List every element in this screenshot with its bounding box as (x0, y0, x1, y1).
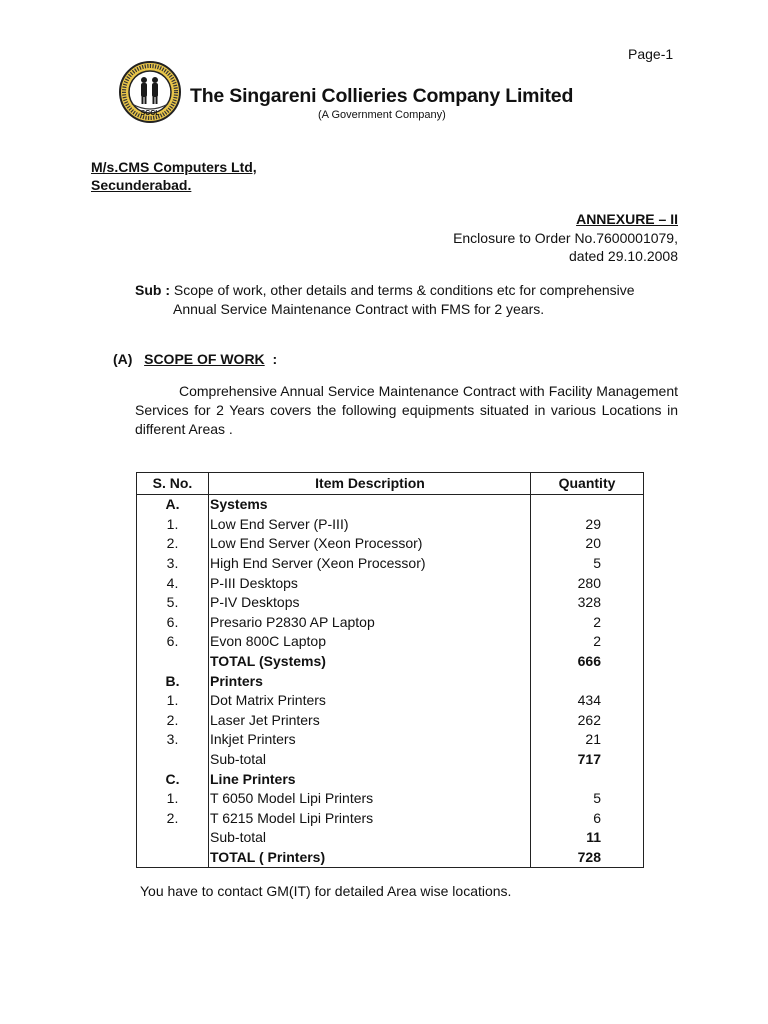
row-sno (137, 750, 209, 770)
table-header-row (137, 473, 644, 495)
company-subtitle: (A Government Company) (318, 109, 446, 121)
subject-line-2: Annual Service Maintenance Contract with FMS for 2 years. (173, 301, 545, 317)
table-row (137, 711, 644, 731)
table-row (137, 671, 644, 691)
row-sno: 6. (137, 613, 209, 633)
table-row (137, 613, 644, 633)
row-description: T 6215 Model Lipi Printers (209, 809, 531, 829)
table-row (137, 809, 644, 829)
header-quantity: Quantity (531, 473, 644, 495)
section-colon: : (272, 351, 278, 367)
row-sno: 3. (137, 730, 209, 750)
table-row (137, 515, 644, 535)
row-description: P-IV Desktops (209, 593, 531, 613)
row-description: High End Server (Xeon Processor) (209, 554, 531, 574)
row-description: Dot Matrix Printers (209, 691, 531, 711)
table-row (137, 573, 644, 593)
company-name: The Singareni Collieries Company Limited (190, 85, 574, 107)
subject-text-1: Scope of work, other details and terms & conditions etc for comprehensive (173, 282, 635, 298)
row-quantity: 328 (531, 593, 644, 613)
row-sno (137, 848, 209, 868)
recipient-name: M/s.CMS Computers Ltd, (91, 159, 257, 175)
row-sno: 1. (137, 691, 209, 711)
row-quantity: 11 (531, 828, 644, 848)
header-description: Item Description (209, 473, 531, 495)
row-quantity: 262 (531, 711, 644, 731)
row-description: Systems (209, 495, 531, 515)
row-description: P-III Desktops (209, 573, 531, 593)
row-description: Low End Server (P-III) (209, 515, 531, 535)
row-sno (137, 652, 209, 672)
table-row (137, 730, 644, 750)
order-reference: Enclosure to Order No.7600001079, (453, 230, 678, 246)
table-row (137, 495, 644, 515)
row-sno: 6. (137, 632, 209, 652)
row-quantity: 29 (531, 515, 644, 535)
row-description: Low End Server (Xeon Processor) (209, 534, 531, 554)
subject-label: Sub : (135, 282, 170, 298)
row-sno: 5. (137, 593, 209, 613)
table-row (137, 534, 644, 554)
table-row (137, 750, 644, 770)
row-quantity: 5 (531, 554, 644, 574)
row-description: Laser Jet Printers (209, 711, 531, 731)
table-row (137, 593, 644, 613)
row-quantity: 717 (531, 750, 644, 770)
row-quantity: 280 (531, 573, 644, 593)
row-sno: 1. (137, 515, 209, 535)
row-description: Presario P2830 AP Laptop (209, 613, 531, 633)
row-quantity: 2 (531, 613, 644, 633)
section-heading (113, 351, 277, 367)
row-description: TOTAL (Systems) (209, 652, 531, 672)
row-sno: 2. (137, 534, 209, 554)
recipient-city: Secunderabad. (91, 177, 192, 193)
annexure-title: ANNEXURE – II (576, 211, 678, 227)
row-sno: 4. (137, 573, 209, 593)
row-quantity (531, 671, 644, 691)
table-row (137, 769, 644, 789)
order-date: dated 29.10.2008 (569, 248, 678, 264)
row-quantity: 728 (531, 848, 644, 868)
row-sno: B. (137, 671, 209, 691)
row-description: Sub-total (209, 828, 531, 848)
contact-note: You have to contact GM(IT) for detailed Area wise locations. (140, 883, 512, 899)
row-sno (137, 828, 209, 848)
row-quantity (531, 495, 644, 515)
scope-paragraph: Comprehensive Annual Service Maintenance Contract with Facility Management Services for 2 Years covers the following equipments situated in various Locations in different Areas . (135, 383, 678, 437)
row-quantity: 434 (531, 691, 644, 711)
row-quantity: 5 (531, 789, 644, 809)
row-description: Line Printers (209, 769, 531, 789)
row-description: Evon 800C Laptop (209, 632, 531, 652)
row-sno: A. (137, 495, 209, 515)
table-row (137, 691, 644, 711)
page-number: Page-1 (628, 46, 674, 62)
table-row (137, 828, 644, 848)
row-description: Sub-total (209, 750, 531, 770)
subject-line-1 (135, 282, 635, 298)
table-row (137, 789, 644, 809)
sccl-logo (118, 60, 182, 124)
row-sno: 2. (137, 711, 209, 731)
row-sno: C. (137, 769, 209, 789)
row-quantity: 21 (531, 730, 644, 750)
row-description: Inkjet Printers (209, 730, 531, 750)
row-quantity (531, 769, 644, 789)
table-body (137, 495, 644, 868)
table-row (137, 554, 644, 574)
row-quantity: 2 (531, 632, 644, 652)
section-marker: (A) (113, 351, 133, 367)
logo-text: SCCL (140, 110, 160, 117)
table-row (137, 652, 644, 672)
table-row (137, 848, 644, 868)
row-description: TOTAL ( Printers) (209, 848, 531, 868)
row-quantity: 6 (531, 809, 644, 829)
row-description: T 6050 Model Lipi Printers (209, 789, 531, 809)
section-title: SCOPE OF WORK (144, 351, 265, 367)
row-sno: 3. (137, 554, 209, 574)
row-quantity: 20 (531, 534, 644, 554)
equipment-table (136, 472, 644, 868)
header-sno: S. No. (137, 473, 209, 495)
row-quantity: 666 (531, 652, 644, 672)
table-row (137, 632, 644, 652)
row-description: Printers (209, 671, 531, 691)
row-sno: 1. (137, 789, 209, 809)
row-sno: 2. (137, 809, 209, 829)
